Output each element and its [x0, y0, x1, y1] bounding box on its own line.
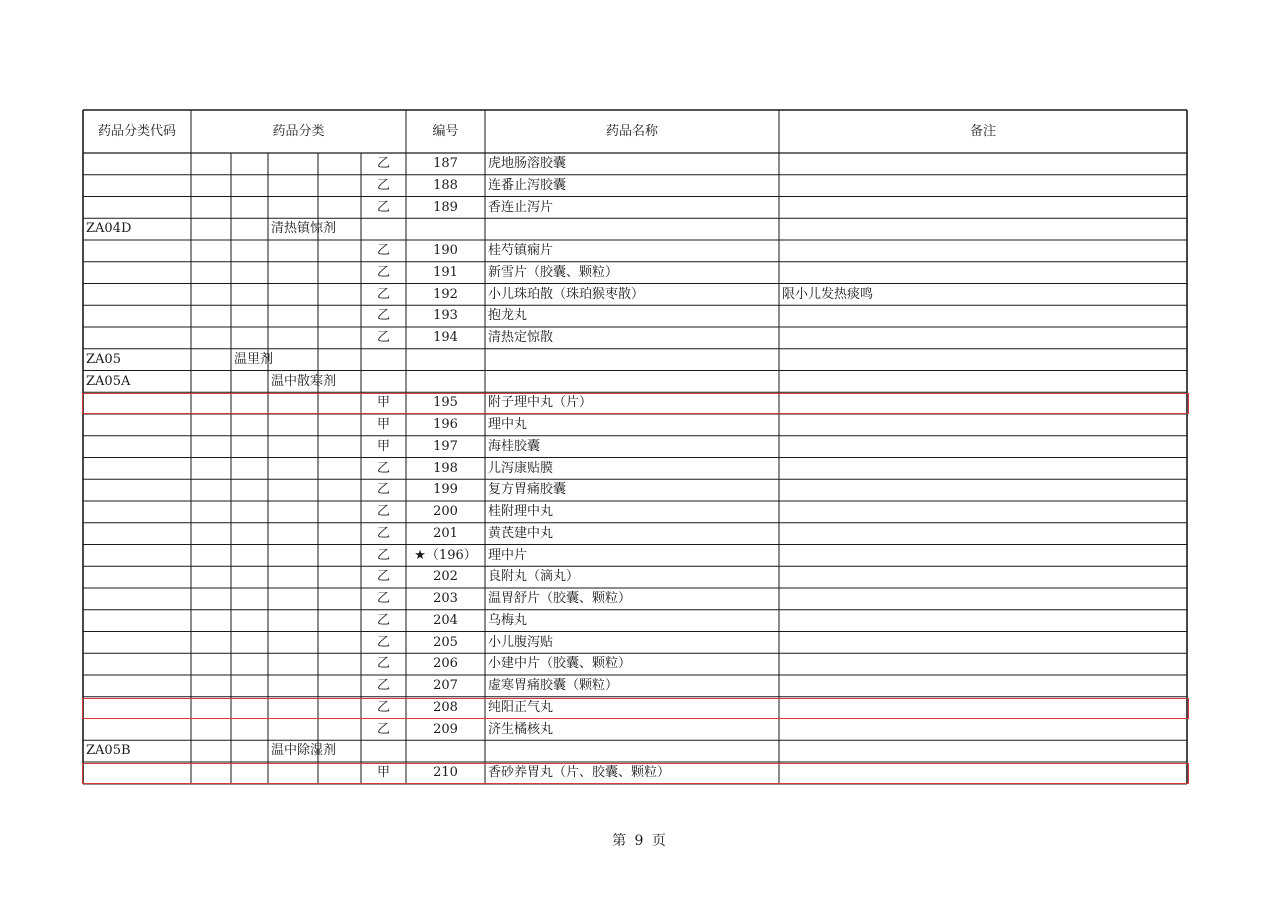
- number-cell: 194: [433, 330, 458, 345]
- drug-name-cell: 香连止泻片: [488, 199, 554, 215]
- number-cell: 196: [433, 417, 458, 432]
- grade-cell: 乙: [376, 699, 390, 715]
- grade-cell: 乙: [376, 547, 390, 563]
- grade-cell: 甲: [376, 395, 390, 411]
- grade-cell: 乙: [376, 243, 390, 258]
- drug-name-cell: 连番止泻胶囊: [488, 177, 567, 193]
- drug-name-cell: 乌梅丸: [488, 612, 528, 628]
- header-name: 药品名称: [605, 124, 658, 139]
- drug-name-cell: 理中片: [488, 547, 528, 563]
- number-cell: ★（196）: [414, 547, 477, 563]
- grade-cell: 乙: [376, 308, 390, 324]
- remark-cell: 限小儿发热痰鸣: [782, 286, 874, 302]
- number-cell: 195: [433, 395, 458, 411]
- drug-name-cell: 复方胃痛胶囊: [488, 482, 567, 498]
- drug-name-cell: 虚寒胃痛胶囊（颗粒）: [488, 678, 619, 693]
- category-code: ZA05: [86, 351, 121, 367]
- number-cell: 207: [433, 678, 458, 693]
- number-cell: 192: [433, 286, 458, 302]
- number-cell: 189: [433, 199, 458, 215]
- drug-name-cell: 桂附理中丸: [488, 504, 554, 519]
- grade-cell: 乙: [376, 482, 390, 498]
- number-cell: 206: [433, 656, 458, 672]
- drug-name-cell: 温胃舒片（胶囊、颗粒）: [488, 591, 632, 606]
- grade-cell: 乙: [376, 721, 390, 737]
- grade-cell: 乙: [376, 656, 390, 672]
- number-cell: 204: [433, 612, 458, 628]
- number-cell: 209: [433, 721, 458, 737]
- page-number: 第 9 页: [612, 833, 668, 849]
- header-remark: 备注: [969, 124, 996, 139]
- category-level3: 温中除湿剂: [271, 743, 337, 759]
- number-cell: 191: [433, 264, 458, 280]
- grade-cell: 乙: [376, 634, 390, 650]
- number-cell: 200: [433, 504, 458, 519]
- grade-cell: 甲: [376, 765, 390, 780]
- category-code: ZA04D: [86, 221, 132, 237]
- number-cell: 208: [433, 699, 458, 715]
- number-cell: 199: [433, 482, 458, 498]
- number-cell: 193: [433, 308, 458, 324]
- drug-name-cell: 清热定惊散: [488, 330, 554, 345]
- grade-cell: 甲: [376, 438, 390, 454]
- category-code: ZA05A: [86, 373, 131, 389]
- drug-name-cell: 海桂胶囊: [488, 438, 541, 454]
- category-level3: 清热镇惊剂: [271, 221, 337, 237]
- number-cell: 205: [433, 634, 458, 650]
- drug-name-cell: 抱龙丸: [488, 308, 528, 324]
- drug-name-cell: 桂芍镇痫片: [488, 243, 554, 258]
- drug-name-cell: 小儿珠珀散（珠珀猴枣散）: [488, 286, 645, 302]
- number-cell: 197: [433, 438, 458, 454]
- grade-cell: 乙: [376, 525, 390, 541]
- grade-cell: 乙: [376, 330, 390, 345]
- drug-name-cell: 小建中片（胶囊、颗粒）: [488, 656, 632, 672]
- number-cell: 202: [433, 569, 458, 585]
- grade-cell: 乙: [376, 612, 390, 628]
- grade-cell: 乙: [376, 177, 390, 193]
- category-level3: 温中散寒剂: [271, 373, 337, 389]
- category-level2: 温里剂: [234, 351, 274, 367]
- header-number: 编号: [432, 124, 459, 139]
- number-cell: 187: [433, 156, 458, 171]
- grade-cell: 乙: [376, 504, 390, 519]
- grade-cell: 乙: [376, 286, 390, 302]
- drug-name-cell: 新雪片（胶囊、颗粒）: [488, 264, 619, 280]
- drug-name-cell: 儿泻康贴膜: [488, 460, 554, 476]
- header-code: 药品分类代码: [97, 124, 176, 139]
- header-category: 药品分类: [272, 124, 325, 139]
- drug-name-cell: 虎地肠溶胶囊: [488, 156, 567, 171]
- drug-name-cell: 理中丸: [488, 417, 528, 432]
- grade-cell: 乙: [376, 156, 390, 171]
- number-cell: 198: [433, 460, 458, 476]
- grade-cell: 乙: [376, 678, 390, 693]
- drug-name-cell: 良附丸（滴丸）: [488, 569, 580, 585]
- drug-name-cell: 纯阳正气丸: [488, 699, 554, 715]
- number-cell: 201: [433, 525, 458, 541]
- number-cell: 190: [433, 243, 458, 258]
- number-cell: 203: [433, 591, 458, 606]
- drug-name-cell: 黄芪建中丸: [488, 525, 554, 541]
- grade-cell: 乙: [376, 569, 390, 585]
- grade-cell: 乙: [376, 591, 390, 606]
- number-cell: 188: [433, 177, 458, 193]
- drug-name-cell: 小儿腹泻贴: [488, 634, 554, 650]
- category-code: ZA05B: [86, 743, 131, 759]
- drug-name-cell: 济生橘核丸: [488, 721, 554, 737]
- grade-cell: 乙: [376, 460, 390, 476]
- drug-name-cell: 香砂养胃丸（片、胶囊、颗粒）: [488, 765, 671, 780]
- grade-cell: 甲: [376, 417, 390, 432]
- grade-cell: 乙: [376, 264, 390, 280]
- number-cell: 210: [433, 765, 458, 780]
- grade-cell: 乙: [376, 199, 390, 215]
- drug-name-cell: 附子理中丸（片）: [488, 395, 593, 411]
